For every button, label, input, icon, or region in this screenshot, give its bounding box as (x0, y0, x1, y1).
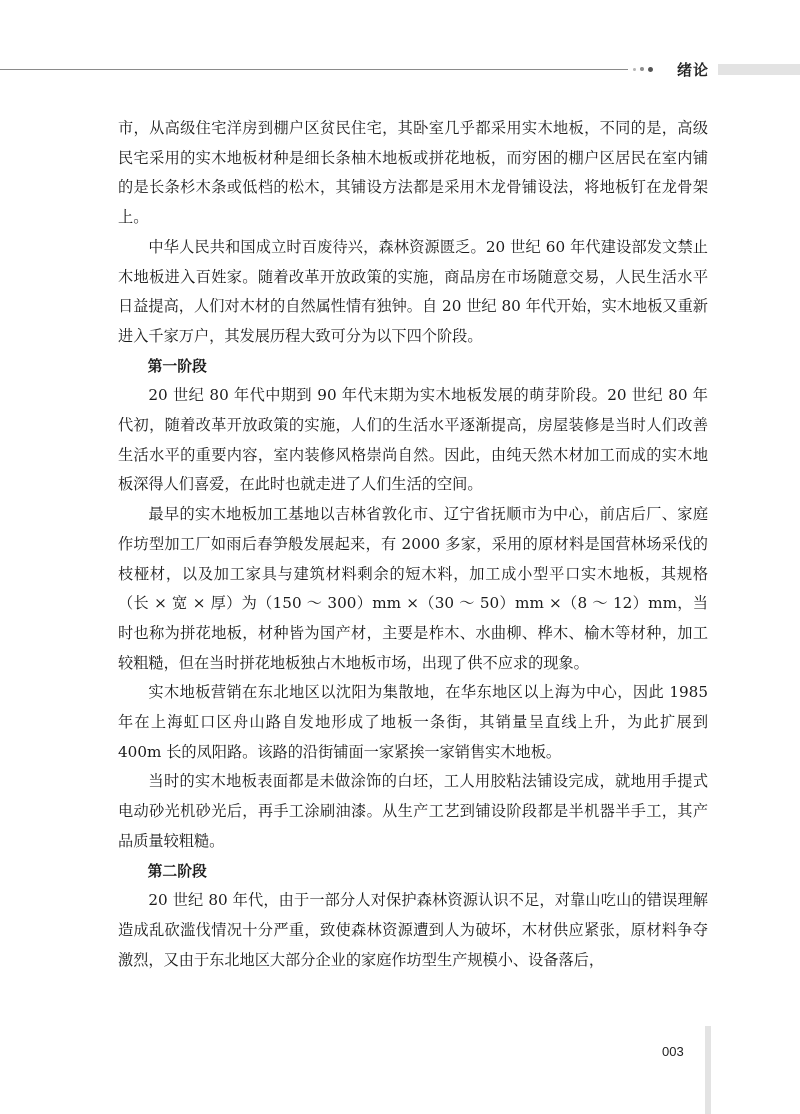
chapter-title: 绪论 (677, 61, 710, 79)
header-dots-ornament (633, 62, 653, 76)
paragraph-3: 20 世纪 80 年代中期到 90 年代末期为实木地板发展的萌芽阶段。20 世纪 80 年代初，随着改革开放政策的实施，人们的生活水平逐渐提高，房屋装修是当时人们改善生活水平的重要内容，室内装修风格崇尚自然。因此，由纯天然木材加工而成的实木地板深得人们喜爱，在此时也就走进了人们生活的空间。 (118, 386, 708, 494)
section-heading-2: 第二阶段 (147, 862, 207, 880)
page-body (118, 114, 708, 975)
dot-icon (633, 68, 636, 71)
header-gray-bar (718, 64, 800, 75)
paragraph-6: 当时的实木地板表面都是未做涂饰的白坯，工人用胶粘法铺设完成，就地用手提式电动砂光机砂光后，再手工涂刷油漆。从生产工艺到铺设阶段都是半机器半手工，其产品质量较粗糙。 (118, 772, 708, 850)
section-heading-1: 第一阶段 (147, 357, 207, 375)
dot-icon (648, 67, 653, 72)
paragraph-4: 最早的实木地板加工基地以吉林省敦化市、辽宁省抚顺市为中心，前店后厂、家庭作坊型加工厂如雨后春笋般发展起来，有 2000 多家，采用的原材料是国营林场采伐的枝桠材，以及加工家具与建筑材料剩余的短木料，加工成小型平口实木地板，其规格（长 × 宽 × 厚）为（150 ～ 300）mm ×（30 ～ 50）mm ×（8 ～ 12）mm，当时也称为拼花地板，材种皆为国产材，主要是柞木、水曲柳、桦木、榆木等材种，加工较粗糙，但在当时拼花地板独占木地板市场，出现了供不应求的现象。 (118, 505, 708, 672)
dot-icon (640, 67, 644, 71)
paragraph-5: 实木地板营销在东北地区以沈阳为集散地，在华东地区以上海为中心，因此 1985 年在上海虹口区舟山路自发地形成了地板一条街，其销量呈直线上升，为此扩展到 400m 长的凤阳路。该路的沿街铺面一家紧挨一家销售实木地板。 (118, 683, 708, 761)
page-number: 003 (662, 1044, 684, 1059)
paragraph-1: 市，从高级住宅洋房到棚户区贫民住宅，其卧室几乎都采用实木地板，不同的是，高级民宅采用的实木地板材种是细长条柚木地板或拼花地板，而穷困的棚户区居民在室内铺的是长条杉木条或低档的松木，其铺设方法都是采用木龙骨铺设法，将地板钉在龙骨架上。 (118, 119, 708, 227)
header-rule (0, 69, 628, 70)
page-side-bar (705, 1026, 711, 1114)
paragraph-7: 20 世纪 80 年代，由于一部分人对保护森林资源认识不足，对靠山吃山的错误理解造成乱砍滥伐情况十分严重，致使森林资源遭到人为破坏，木材供应紧张，原材料争夺激烈，又由于东北地区大部分企业的家庭作坊型生产规模小、设备落后， (118, 891, 708, 969)
paragraph-2: 中华人民共和国成立时百废待兴，森林资源匮乏。20 世纪 60 年代建设部发文禁止木地板进入百姓家。随着改革开放政策的实施，商品房在市场随意交易，人民生活水平日益提高，人们对木材的自然属性情有独钟。自 20 世纪 80 年代开始，实木地板又重新进入千家万户，其发展历程大致可分为以下四个阶段。 (118, 237, 708, 345)
